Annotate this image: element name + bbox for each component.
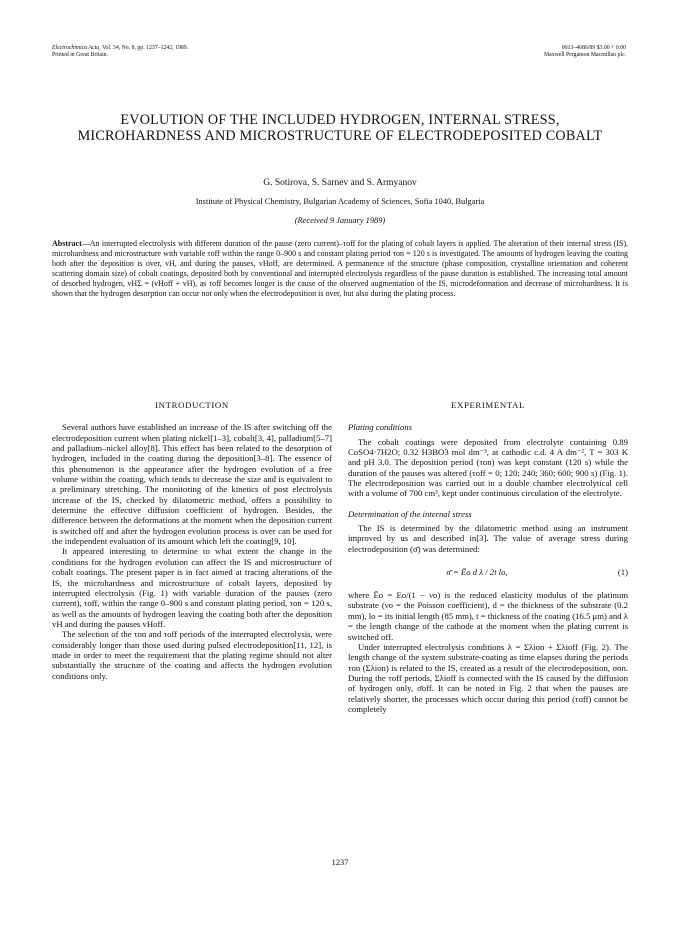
experimental-heading: EXPERIMENTAL: [451, 400, 525, 410]
abstract-text: —An interrupted electrolysis with different duration of the pause (zero current)–τoff for the plating of cobalt layers is applied. The alteration of their internal stress (IS), microhardness and microstructure with variable τoff within the range 0–900 s and constant plating period τon = 120 s is investigated. The amounts of hydrogen leaving the coating both after the deposition is over, vH, and during the pauses, vHoff, are determined. A permanence of the structure (phase composition, crystalline orientation and coherent scattering domain size) of cobalt coatings, deposited both by conventional and interrupted electrolysis regardless of the pause duration is established. The increasing total amount of desorbed hydrogen, vHΣ = (vHoff + vH), as τoff becomes longer is the cause of the observed augmentation of the IS, microdeformation and decrease of microhardness. It is shown that the hydrogen desorption can occur not only when the electrodeposition is over, but also during the plating process.: [52, 239, 628, 298]
intro-paragraph-2: It appeared interesting to determine to what extent the change in the conditions for the hydrogen evolution can affect the IS and microstructure of cobalt coatings. The present paper is in fact aimed at tracing alterations of the IS, the microhardness and microstructure of cobalt layers, deposited by interrupted electrolysis (Fig. 1) with variable duration of the pauses (zero current), τoff, within the range 0–900 s and constant plating period, τon = 120 s, as well as the amounts of hydrogen leaving the coating both after the deposition vH and during the pauses vHoff.: [52, 546, 332, 629]
running-header-right: [544, 45, 626, 59]
equation-explanation: where Ēo = Eo/(1 − νo) is the reduced elasticity modulus of the platinum substrate (νo = the Poisson coefficient), d = the thickness of the substrate (0.2 mm), lo = its initial length (85 mm), t = thickness of the coating (16.5 μm) and λ = the length change of the cathode at the moment when the plating current is switched off.: [348, 590, 628, 642]
publisher: Maxwell Pergamon Macmillan plc.: [544, 52, 626, 58]
printed-note: Printed in Great Britain.: [52, 52, 109, 58]
internal-stress-heading: Determination of the internal stress: [348, 508, 472, 519]
left-column: [52, 400, 332, 681]
abstract-label: Abstract: [52, 239, 82, 248]
received-date: (Received 9 January 1989): [294, 216, 386, 225]
paper-title: EVOLUTION OF THE INCLUDED HYDROGEN, INTERNAL STRESS, MICROHARDNESS AND MICROSTRUCTURE OF ELECTRODEPOSITED COBALT: [77, 112, 603, 144]
equation-number: (1): [617, 566, 628, 577]
page-number: 1237: [331, 858, 349, 867]
running-header-left: [52, 45, 188, 59]
internal-stress-text: The IS is determined by the dilatometric method using an instrument improved by us and described in[3]. The value of average stress during electrodeposition (σ̄) was determined:: [348, 523, 628, 554]
abstract: [52, 239, 628, 298]
intro-paragraph-3: The selection of the τon and τoff periods of the interrupted electrolysis, were considerably longer than those used during pulsed electrodeposition[11, 12], is made in order to meet the requirement that the plating regime should not alter substantially the structure of the coating and affects the hydrogen evolution conditions only.: [52, 629, 332, 681]
interrupted-electrolysis-text: Under interrupted electrolysis conditions λ = Σλion + Σλioff (Fig. 2). The length change of the system substrate-coating as time elapses during the periods τon (Σλion) is related to the IS, created as a result of the electrodeposition, σon. During the τoff periods, Σλioff is connected with the IS caused by the diffusion of hydrogen only, σ̄off. It can be noted in Fig. 2 that when the pauses are relatively shorter, the processes which occur during this period (τoff) cannot be completely: [348, 641, 628, 714]
journal-name: Electrochimica Acta,: [52, 45, 101, 51]
journal-citation: Vol. 34, No. 8, pp. 1237–1242, 1989.: [102, 45, 189, 51]
price-code: 0013–4686/89 $3.00 + 0.00: [561, 45, 626, 51]
paper-affiliation: Institute of Physical Chemistry, Bulgarian Academy of Sciences, Sofia 1040, Bulgaria: [195, 197, 485, 206]
introduction-heading: INTRODUCTION: [155, 400, 229, 410]
plating-conditions-text: The cobalt coatings were deposited from electrolyte containing 0.89 CoSO4·7H2O; 0.32 H3BO3 mol dm⁻³, at cathodic c.d. 4 A dm⁻², T = 303 K and pH 3.0. The deposition period (τon) was kept constant (120 s) while the duration of the pauses was altered (τoff = 0; 120; 240; 360; 600; 900 s) (Fig. 1). The electrodeposition was carried out in a double chamber electrolytical cell with a volume of 700 cm³, kept under continuous circulation of the electrolyte.: [348, 436, 628, 499]
paper-authors: G. Sotirova, S. Sarnev and S. Armyanov: [263, 178, 417, 188]
equation-body: σ̄ = Ēo d λ / 2t lo,: [446, 566, 508, 577]
intro-paragraph-1: Several authors have established an increase of the IS after switching off the electrodeposition current when plating nickel[1–3], cobalt[3, 4], palladium[5–7] and palladium–nickel alloy[8]. This effect has been related to the desorption of hydrogen, included in the coating during the deposition[3–8]. The essence of this phenomenon is the appearance after the hydrogen evolution of a free volume within the coating, which tends to decrease the size and is equivalent to a preliminary stretching. The monitoring of the kinetics of post electrolysis increase of the IS, checked by dilatometric method, offers a possibility to determine the effective diffusion coefficient of hydrogen. Besides, the difference between the deformations at the moment when the deposition current is switched off and after the hydrogen evolution process is over can be used for the independent evaluation of its amount which left the coating[9, 10].: [52, 422, 332, 547]
plating-conditions-heading: Plating conditions: [348, 422, 412, 433]
equation-1: [348, 558, 628, 586]
right-column: [348, 400, 628, 714]
